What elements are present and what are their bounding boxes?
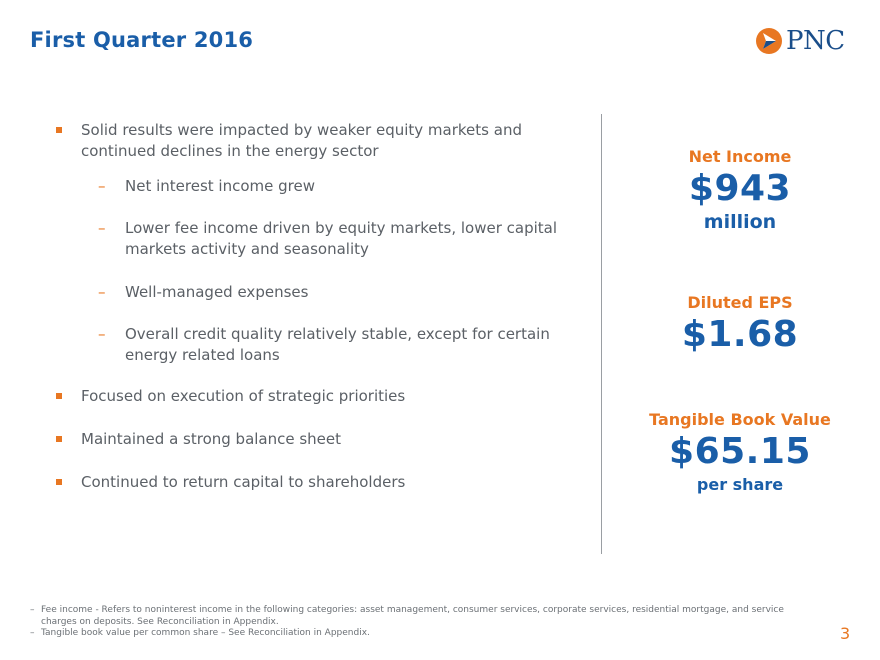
footnote-dash: –: [30, 628, 35, 638]
sub-bullet-text: Well-managed expenses: [125, 283, 309, 301]
pnc-logo-icon: [754, 26, 784, 56]
sub-bullet-item: [98, 176, 315, 197]
footnote: [30, 628, 820, 640]
kpi-tangible-book-value: [620, 410, 860, 495]
bullet-item: [54, 386, 405, 407]
kpi-unit: per share: [696, 475, 784, 494]
bullet-square-icon: [56, 127, 62, 133]
bullet-text: Maintained a strong balance sheet: [81, 430, 342, 448]
footnote: [30, 605, 820, 628]
kpi-label: Diluted EPS: [687, 293, 793, 312]
bullet-square-icon: [56, 479, 62, 485]
bullet-item: [54, 120, 574, 162]
dash-icon: –: [98, 177, 106, 195]
bullet-square-icon: [56, 436, 62, 442]
kpi-net-income: [620, 147, 860, 233]
footnote-dash: –: [30, 605, 35, 615]
kpi-value: $943: [688, 168, 792, 209]
pnc-logo: [754, 26, 845, 56]
footnote-text: Fee income - Refers to noninterest income in the following categories: asset management, consumer services, corporate services, residential mortgage, and service charges on deposits. See Reconciliation in Appendix.: [41, 605, 784, 627]
bullet-item: [54, 472, 405, 493]
footnotes: [30, 605, 820, 640]
footnote-text: Tangible book value per common share – See Reconciliation in Appendix.: [41, 628, 370, 638]
bullet-square-icon: [56, 393, 62, 399]
sub-bullet-text: Lower fee income driven by equity markets, lower capital markets activity and seasonality: [125, 219, 557, 258]
page-title: First Quarter 2016: [30, 28, 254, 52]
kpi-label: Net Income: [688, 147, 792, 166]
sub-bullet-text: Overall credit quality relatively stable, except for certain energy related loans: [125, 325, 550, 364]
dash-icon: –: [98, 283, 106, 301]
bullet-text: Continued to return capital to shareholders: [81, 473, 406, 491]
sub-bullet-item: [98, 324, 574, 366]
bullet-text: Solid results were impacted by weaker equity markets and continued declines in the energy sector: [81, 121, 522, 160]
bullet-text: Focused on execution of strategic priorities: [81, 387, 406, 405]
dash-icon: –: [98, 219, 106, 237]
kpi-unit: million: [703, 211, 777, 233]
sub-bullet-item: [98, 218, 574, 260]
kpi-value: $1.68: [681, 314, 799, 355]
kpi-value: $65.15: [669, 431, 811, 472]
dash-icon: –: [98, 325, 106, 343]
page-number: 3: [840, 624, 851, 643]
logo-text: PNC: [786, 26, 845, 56]
sub-bullet-text: Net interest income grew: [125, 177, 315, 195]
vertical-divider: [601, 114, 602, 554]
bullet-item: [54, 429, 341, 450]
kpi-label: Tangible Book Value: [649, 410, 831, 429]
sub-bullet-item: [98, 282, 308, 303]
kpi-diluted-eps: [620, 293, 860, 356]
